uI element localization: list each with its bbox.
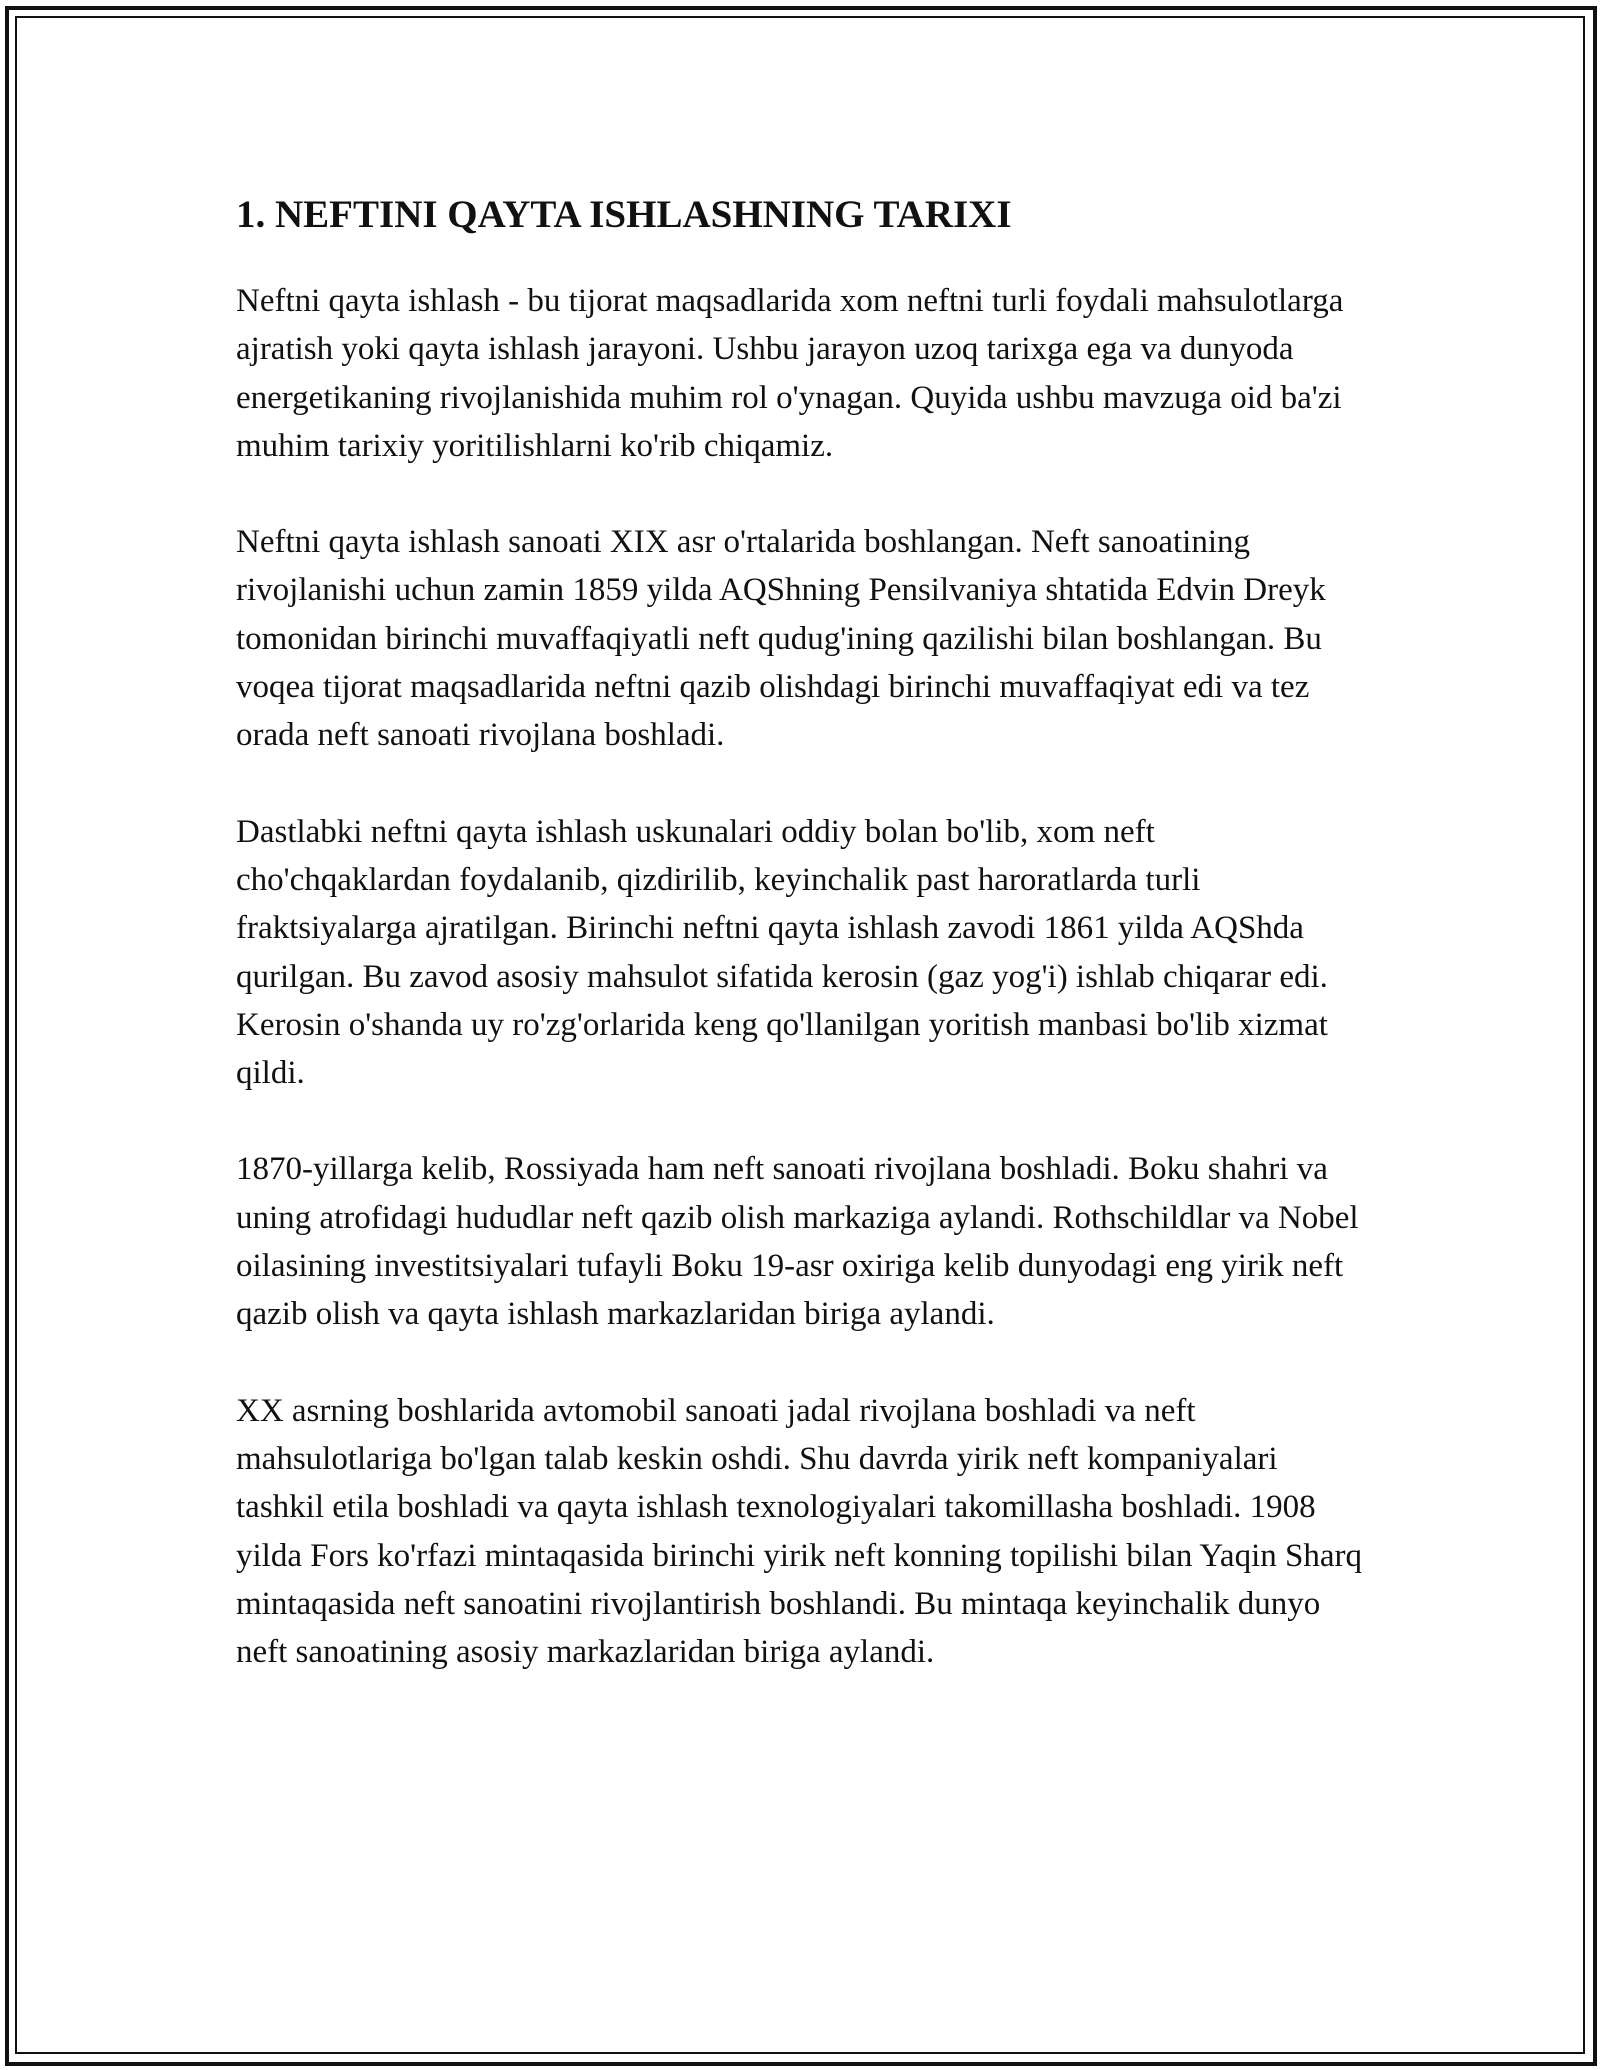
paragraph-3: Dastlabki neftni qayta ishlash uskunalari oddiy bolan bo'lib, xom neft cho'chqaklardan foydalanib, qizdirilib, keyinchalik past haroratlarda turli fraktsiyalarga ajratilgan. Birinchi neftni qayta ishlash zavodi 1861 yilda AQShda qurilgan. Bu zavod asosiy mahsulot sifatida kerosin (gaz yog'i) ishlab chiqarar edi. Kerosin o'shanda uy ro'zg'orlarida keng qo'llanilgan yoritish manbasi bo'lib xizmat qildi.: [236, 813, 1328, 1092]
paragraph-1: Neftni qayta ishlash - bu tijorat maqsadlarida xom neftni turli foydali mahsulotlarga ajratish yoki qayta ishlash jarayoni. Ushbu jarayon uzoq tarixga ega va dunyoda energetikaning rivojlanishida muhim rol o'ynagan. Quyida ushbu mavzuga oid ba'zi muhim tarixiy yoritilishlarni ko'rib chiqamiz.: [236, 283, 1344, 464]
paragraph-5: XX asrning boshlarida avtomobil sanoati jadal rivojlana boshladi va neft mahsulotlariga bo'lgan talab keskin oshdi. Shu davrda yirik neft kompaniyalari tashkil etila boshladi va qayta ishlash texnologiyalari takomillasha boshladi. 1908 yilda Fors ko'rfazi mintaqasida birinchi yirik neft konning topilishi bilan Yaqin Sharq mintaqasida neft sanoatini rivojlantirish boshlandi. Bu mintaqa keyinchalik dunyo neft sanoatining asosiy markazlaridan biriga aylandi.: [236, 1392, 1362, 1671]
page-title: 1. NEFTINI QAYTA ISHLASHNING TARIXI: [236, 193, 1012, 236]
paragraph-4: 1870-yillarga kelib, Rossiyada ham neft sanoati rivojlana boshladi. Boku shahri va uning atrofidagi hududlar neft qazib olish markaziga aylandi. Rothschildlar va Nobel oilasining investitsiyalari tufayli Boku 19-asr oxiriga kelib dunyodagi eng yirik neft qazib olish va qayta ishlash markazlaridan biriga aylandi.: [236, 1151, 1359, 1333]
paragraph-2: Neftni qayta ishlash sanoati XIX asr o'rtalarida boshlangan. Neft sanoatining rivojlanishi uchun zamin 1859 yilda AQShning Pensilvaniya shtatida Edvin Dreyk tomonidan birinchi muvaffaqiyatli neft qudug'ining qazilishi bilan boshlangan. Bu voqea tijorat maqsadlarida neftni qazib olishdagi birinchi muvaffaqiyat edi va tez orada neft sanoati rivojlana boshladi.: [236, 524, 1326, 754]
document-body: [236, 182, 1366, 1724]
